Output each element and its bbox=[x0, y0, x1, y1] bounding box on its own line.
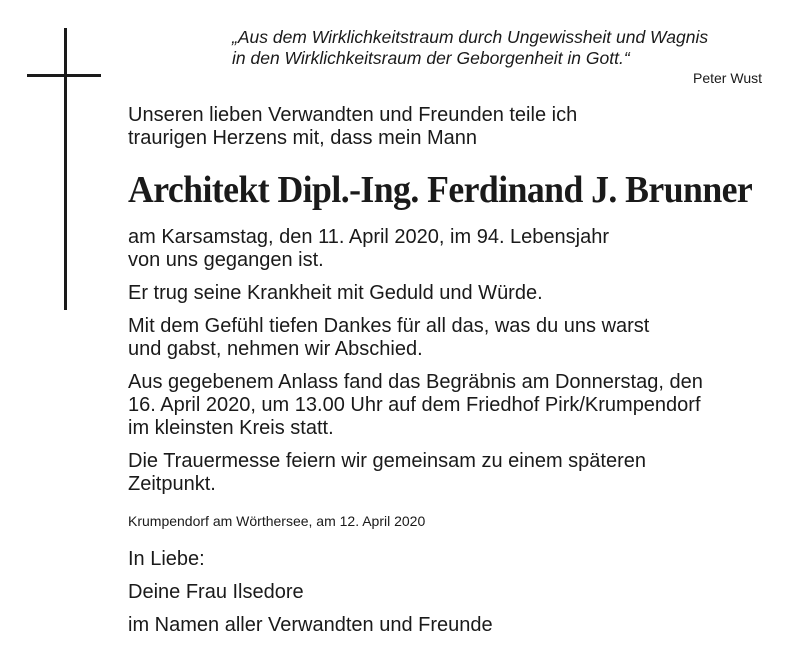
mass-line: Zeitpunkt. bbox=[128, 473, 216, 495]
funeral-line: 16. April 2020, um 13.00 Uhr auf dem Friedhof Pirk/Krumpendorf bbox=[128, 394, 701, 416]
funeral-line: Aus gegebenem Anlass fand das Begräbnis am Donnerstag, den bbox=[128, 371, 703, 393]
death-info-line: am Karsamstag, den 11. April 2020, im 94. Lebensjahr bbox=[128, 226, 610, 248]
signature-line: Deine Frau Ilsedore bbox=[128, 581, 304, 603]
quote-line: „Aus dem Wirklichkeitstraum durch Ungewissheit und Wagnis bbox=[232, 27, 709, 47]
place-date: Krumpendorf am Wörthersee, am 12. April 2020 bbox=[128, 513, 426, 529]
patience-text: Er trug seine Krankheit mit Geduld und Würde. bbox=[128, 282, 543, 304]
thanks-line: Mit dem Gefühl tiefen Dankes für all das, was du uns warst bbox=[128, 315, 650, 337]
signature-line: im Namen aller Verwandten und Freunde bbox=[128, 614, 493, 636]
funeral-line: im kleinsten Kreis statt. bbox=[128, 417, 334, 439]
cross-icon-horizontal bbox=[27, 74, 101, 77]
death-info-line: von uns gegangen ist. bbox=[128, 249, 324, 271]
quote-author: Peter Wust bbox=[693, 70, 762, 86]
cross-icon-vertical bbox=[64, 28, 67, 310]
mass-line: Die Trauermesse feiern wir gemeinsam zu einem späteren bbox=[128, 450, 646, 472]
deceased-name: Architekt Dipl.-Ing. Ferdinand J. Brunner bbox=[128, 169, 753, 211]
intro-line: traurigen Herzens mit, dass mein Mann bbox=[128, 127, 478, 149]
obituary-body bbox=[128, 104, 778, 637]
quote-line: in den Wirklichkeitsraum der Geborgenheit in Gott.“ bbox=[232, 48, 630, 68]
epigraph-quote bbox=[232, 27, 772, 69]
signature-line: In Liebe: bbox=[128, 548, 205, 570]
intro-line: Unseren lieben Verwandten und Freunden teile ich bbox=[128, 104, 578, 126]
thanks-line: und gabst, nehmen wir Abschied. bbox=[128, 338, 423, 360]
